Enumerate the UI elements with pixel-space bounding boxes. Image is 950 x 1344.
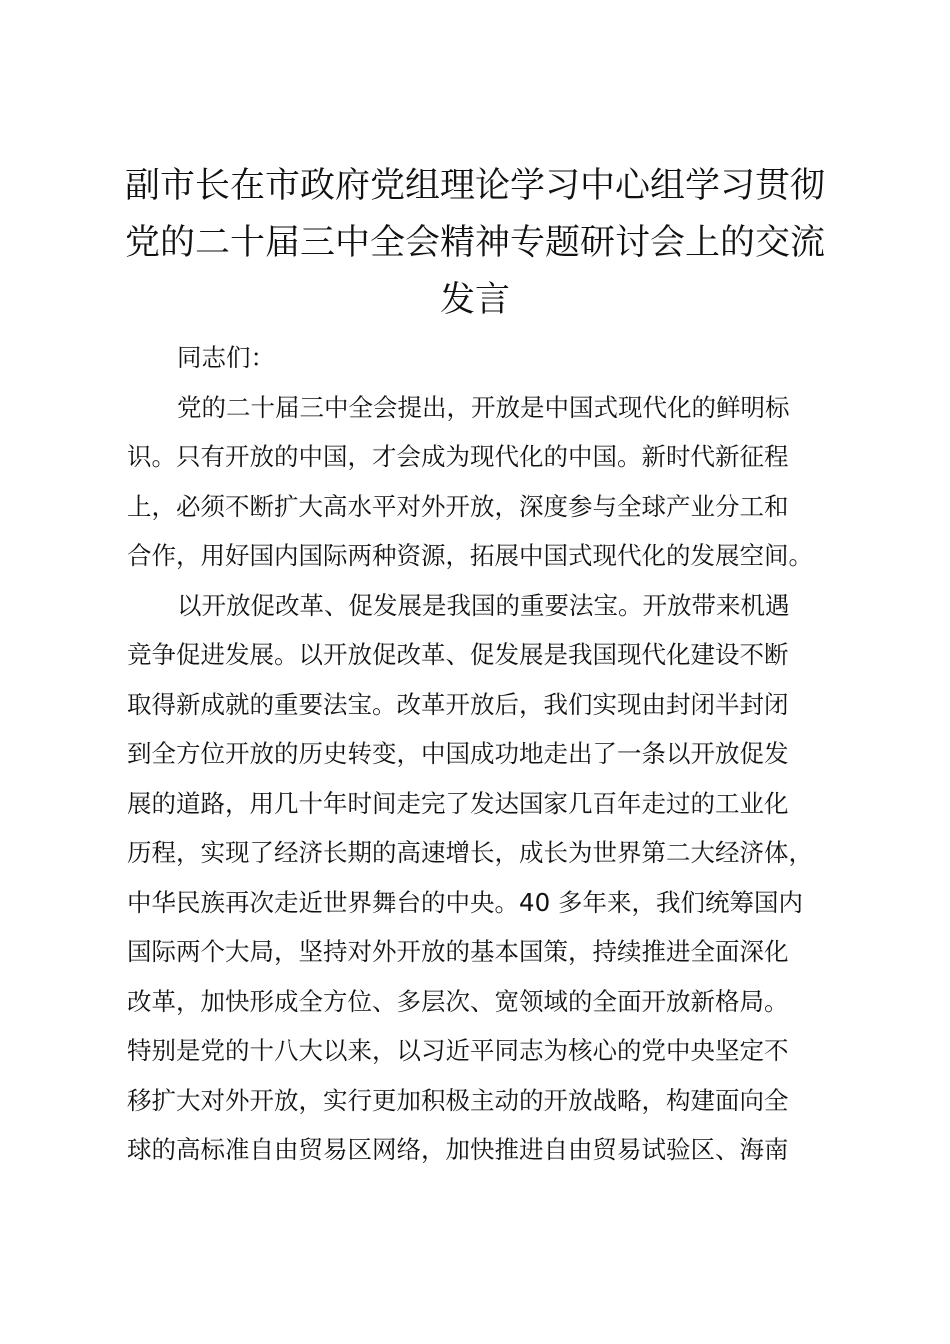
paragraph-line: 党的二十届三中全会提出，开放是中国式现代化的鲜明标 (177, 392, 790, 422)
document-body (127, 333, 837, 1175)
paragraph-line: 球的高标准自由贸易区网络，加快推进自由贸易试验区、海南 (127, 1135, 789, 1164)
paragraph-line: 合作，用好国内国际两种资源，拓展中国式现代化的发展空间。 (127, 541, 813, 570)
document-title (120, 158, 830, 329)
title-line: 发言 (439, 280, 510, 320)
paragraph-line: 改革，加快形成全方位、多层次、宽领域的全面开放新格局。 (127, 986, 789, 1016)
paragraph-line: 上，必须不断扩大高水平对外开放，深度参与全球产业分工和 (127, 491, 789, 521)
paragraph-line: 国际两个大局，坚持对外开放的基本国策，持续推进全面深化 (127, 937, 789, 966)
salutation-text: 同志们： (177, 343, 275, 372)
paragraph-line: 移扩大对外开放，实行更加积极主动的开放战略，构建面向全 (127, 1085, 789, 1115)
paragraph-line: 竞争促进发展。以开放促改革、促发展是我国现代化建设不断 (127, 640, 789, 669)
paragraph-line: 识。只有开放的中国，才会成为现代化的中国。新时代新征程 (127, 442, 789, 471)
title-line: 党的二十届三中全会精神专题研讨会上的交流 (124, 223, 825, 263)
title-line: 副市长在市政府党组理论学习中心组学习贯彻 (124, 166, 825, 206)
paragraph-line: 特别是党的十八大以来，以习近平同志为核心的党中央坚定不 (127, 1036, 789, 1065)
paragraph-line: 以开放促改革、促发展是我国的重要法宝。开放带来机遇 (177, 590, 790, 620)
paragraph-line: 历程，实现了经济长期的高速增长，成长为世界第二大经济体， (127, 838, 813, 867)
paragraph-1 (127, 383, 837, 581)
salutation (127, 333, 837, 383)
paragraph-line: 到全方位开放的历史转变，中国成功地走出了一条以开放促发 (127, 739, 789, 768)
paragraph-line: 取得新成就的重要法宝。改革开放后，我们实现由封闭半封闭 (127, 689, 789, 719)
paragraph-2 (127, 581, 837, 1175)
paragraph-line: 中华民族再次走近世界舞台的中央。40 多年来，我们统筹国内 (127, 887, 803, 917)
paragraph-line: 展的道路，用几十年时间走完了发达国家几百年走过的工业化 (127, 788, 789, 818)
